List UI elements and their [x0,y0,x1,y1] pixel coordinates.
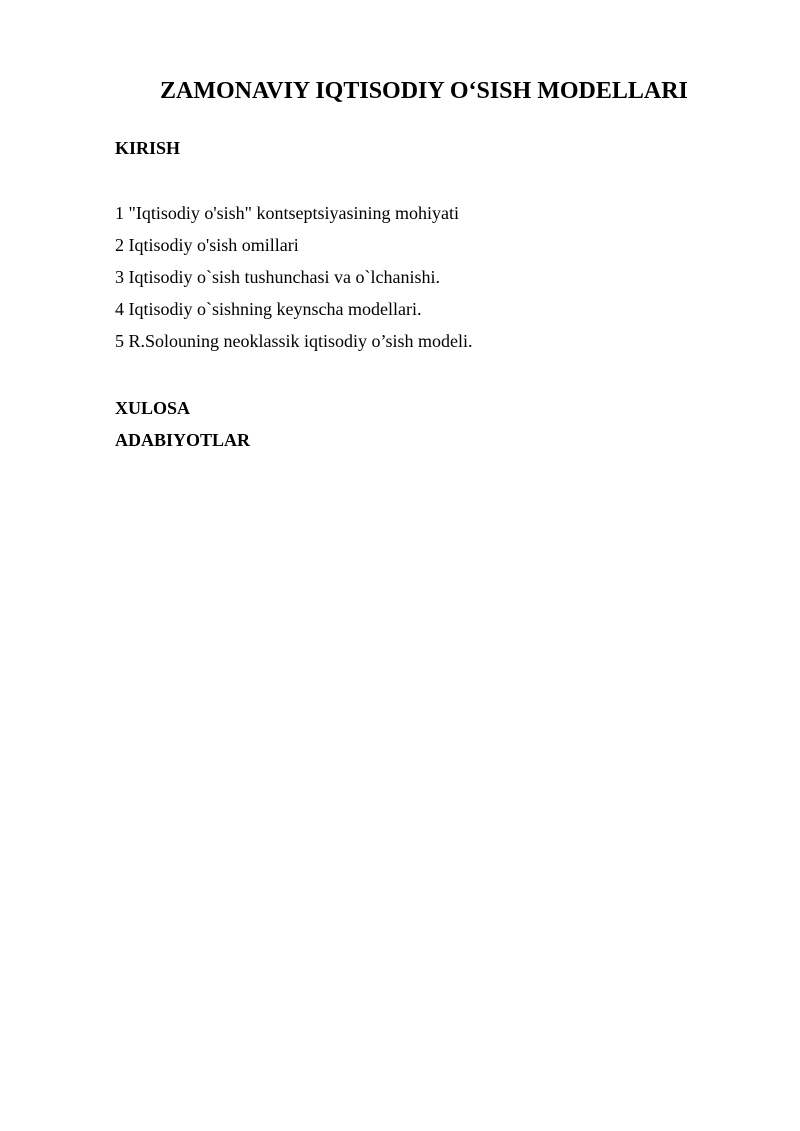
toc-item-4: 4 Iqtisodiy o`sishning keynscha modellari. [115,299,422,319]
conclusion-heading: XULOSA [115,398,191,418]
intro-heading: KIRISH [115,138,181,158]
toc-item-3: 3 Iqtisodiy o`sish tushunchasi va o`lchanishi. [115,267,440,287]
document-title: ZAMONAVIY IQTISODIY O‘SISH MODELLARI [160,78,688,104]
toc-item-2: 2 Iqtisodiy o'sish omillari [115,235,299,255]
references-heading: ADABIYOTLAR [115,430,251,450]
toc-item-1: 1 "Iqtisodiy o'sish" kontseptsiyasining mohiyati [115,203,459,223]
table-of-contents [115,202,473,362]
toc-item-5: 5 R.Solouning neoklassik iqtisodiy o’sish modeli. [115,331,473,351]
